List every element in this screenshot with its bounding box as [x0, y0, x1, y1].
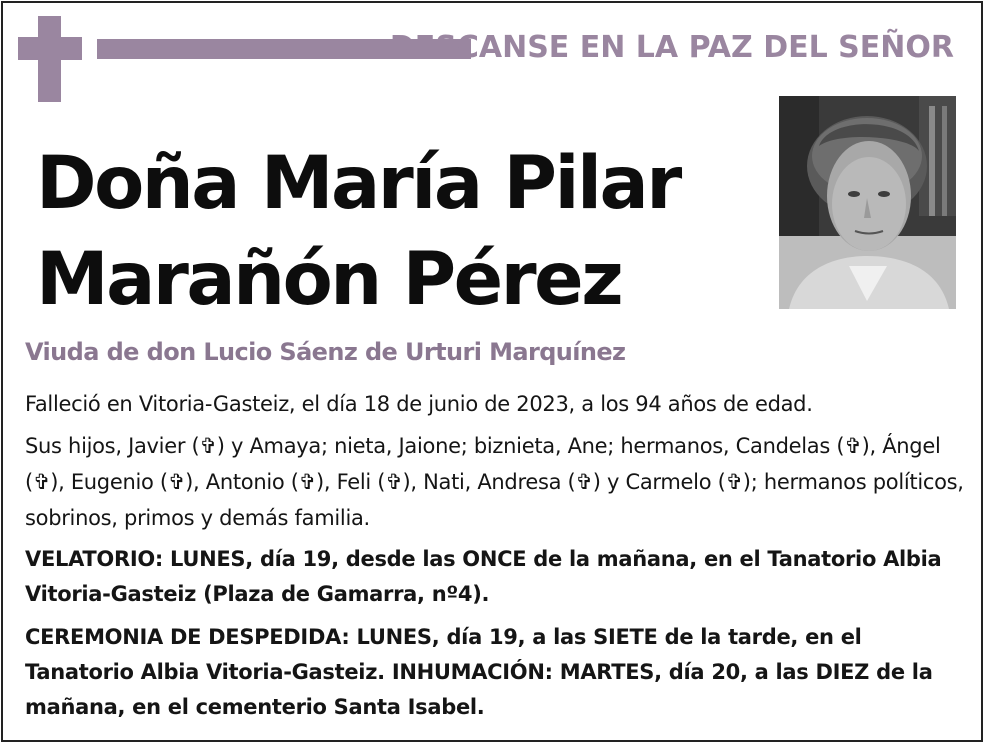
cross-icon-arm	[18, 37, 82, 60]
header-motto: DESCANSE EN LA PAZ DEL SEÑOR	[389, 30, 954, 65]
deceased-name-line2: Marañón Pérez	[36, 237, 622, 322]
widow-line: Viuda de don Lucio Sáenz de Urturi Marquínez	[25, 338, 626, 366]
portrait-illustration	[779, 96, 956, 309]
death-announcement: Falleció en Vitoria-Gasteiz, el día 18 de junio de 2023, a los 94 años de edad.	[25, 392, 813, 416]
portrait-photo	[779, 96, 956, 309]
family-list: Sus hijos, Javier (✞) y Amaya; nieta, Jaione; biznieta, Ane; hermanos, Candelas (✞), Ángel (✞), Eugenio (✞), Antonio (✞), Feli (✞), Nati, Andresa (✞) y Carmelo (✞); hermanos políticos, sobrinos, primos y demás familia.	[25, 434, 964, 530]
ceremony-details: CEREMONIA DE DESPEDIDA: LUNES, día 19, a las SIETE de la tarde, en el Tanatorio Albia Vitoria-Gasteiz. INHUMACIÓN: MARTES, día 20, a las DIEZ de la mañana, en el cementerio Santa Isabel.	[25, 625, 933, 719]
deceased-name-line1: Doña María Pilar	[36, 141, 680, 226]
deceased-name	[36, 136, 756, 328]
wake-details: VELATORIO: LUNES, día 19, desde las ONCE de la mañana, en el Tanatorio Albia Vitoria-Gasteiz (Plaza de Gamarra, nº4).	[25, 547, 942, 606]
